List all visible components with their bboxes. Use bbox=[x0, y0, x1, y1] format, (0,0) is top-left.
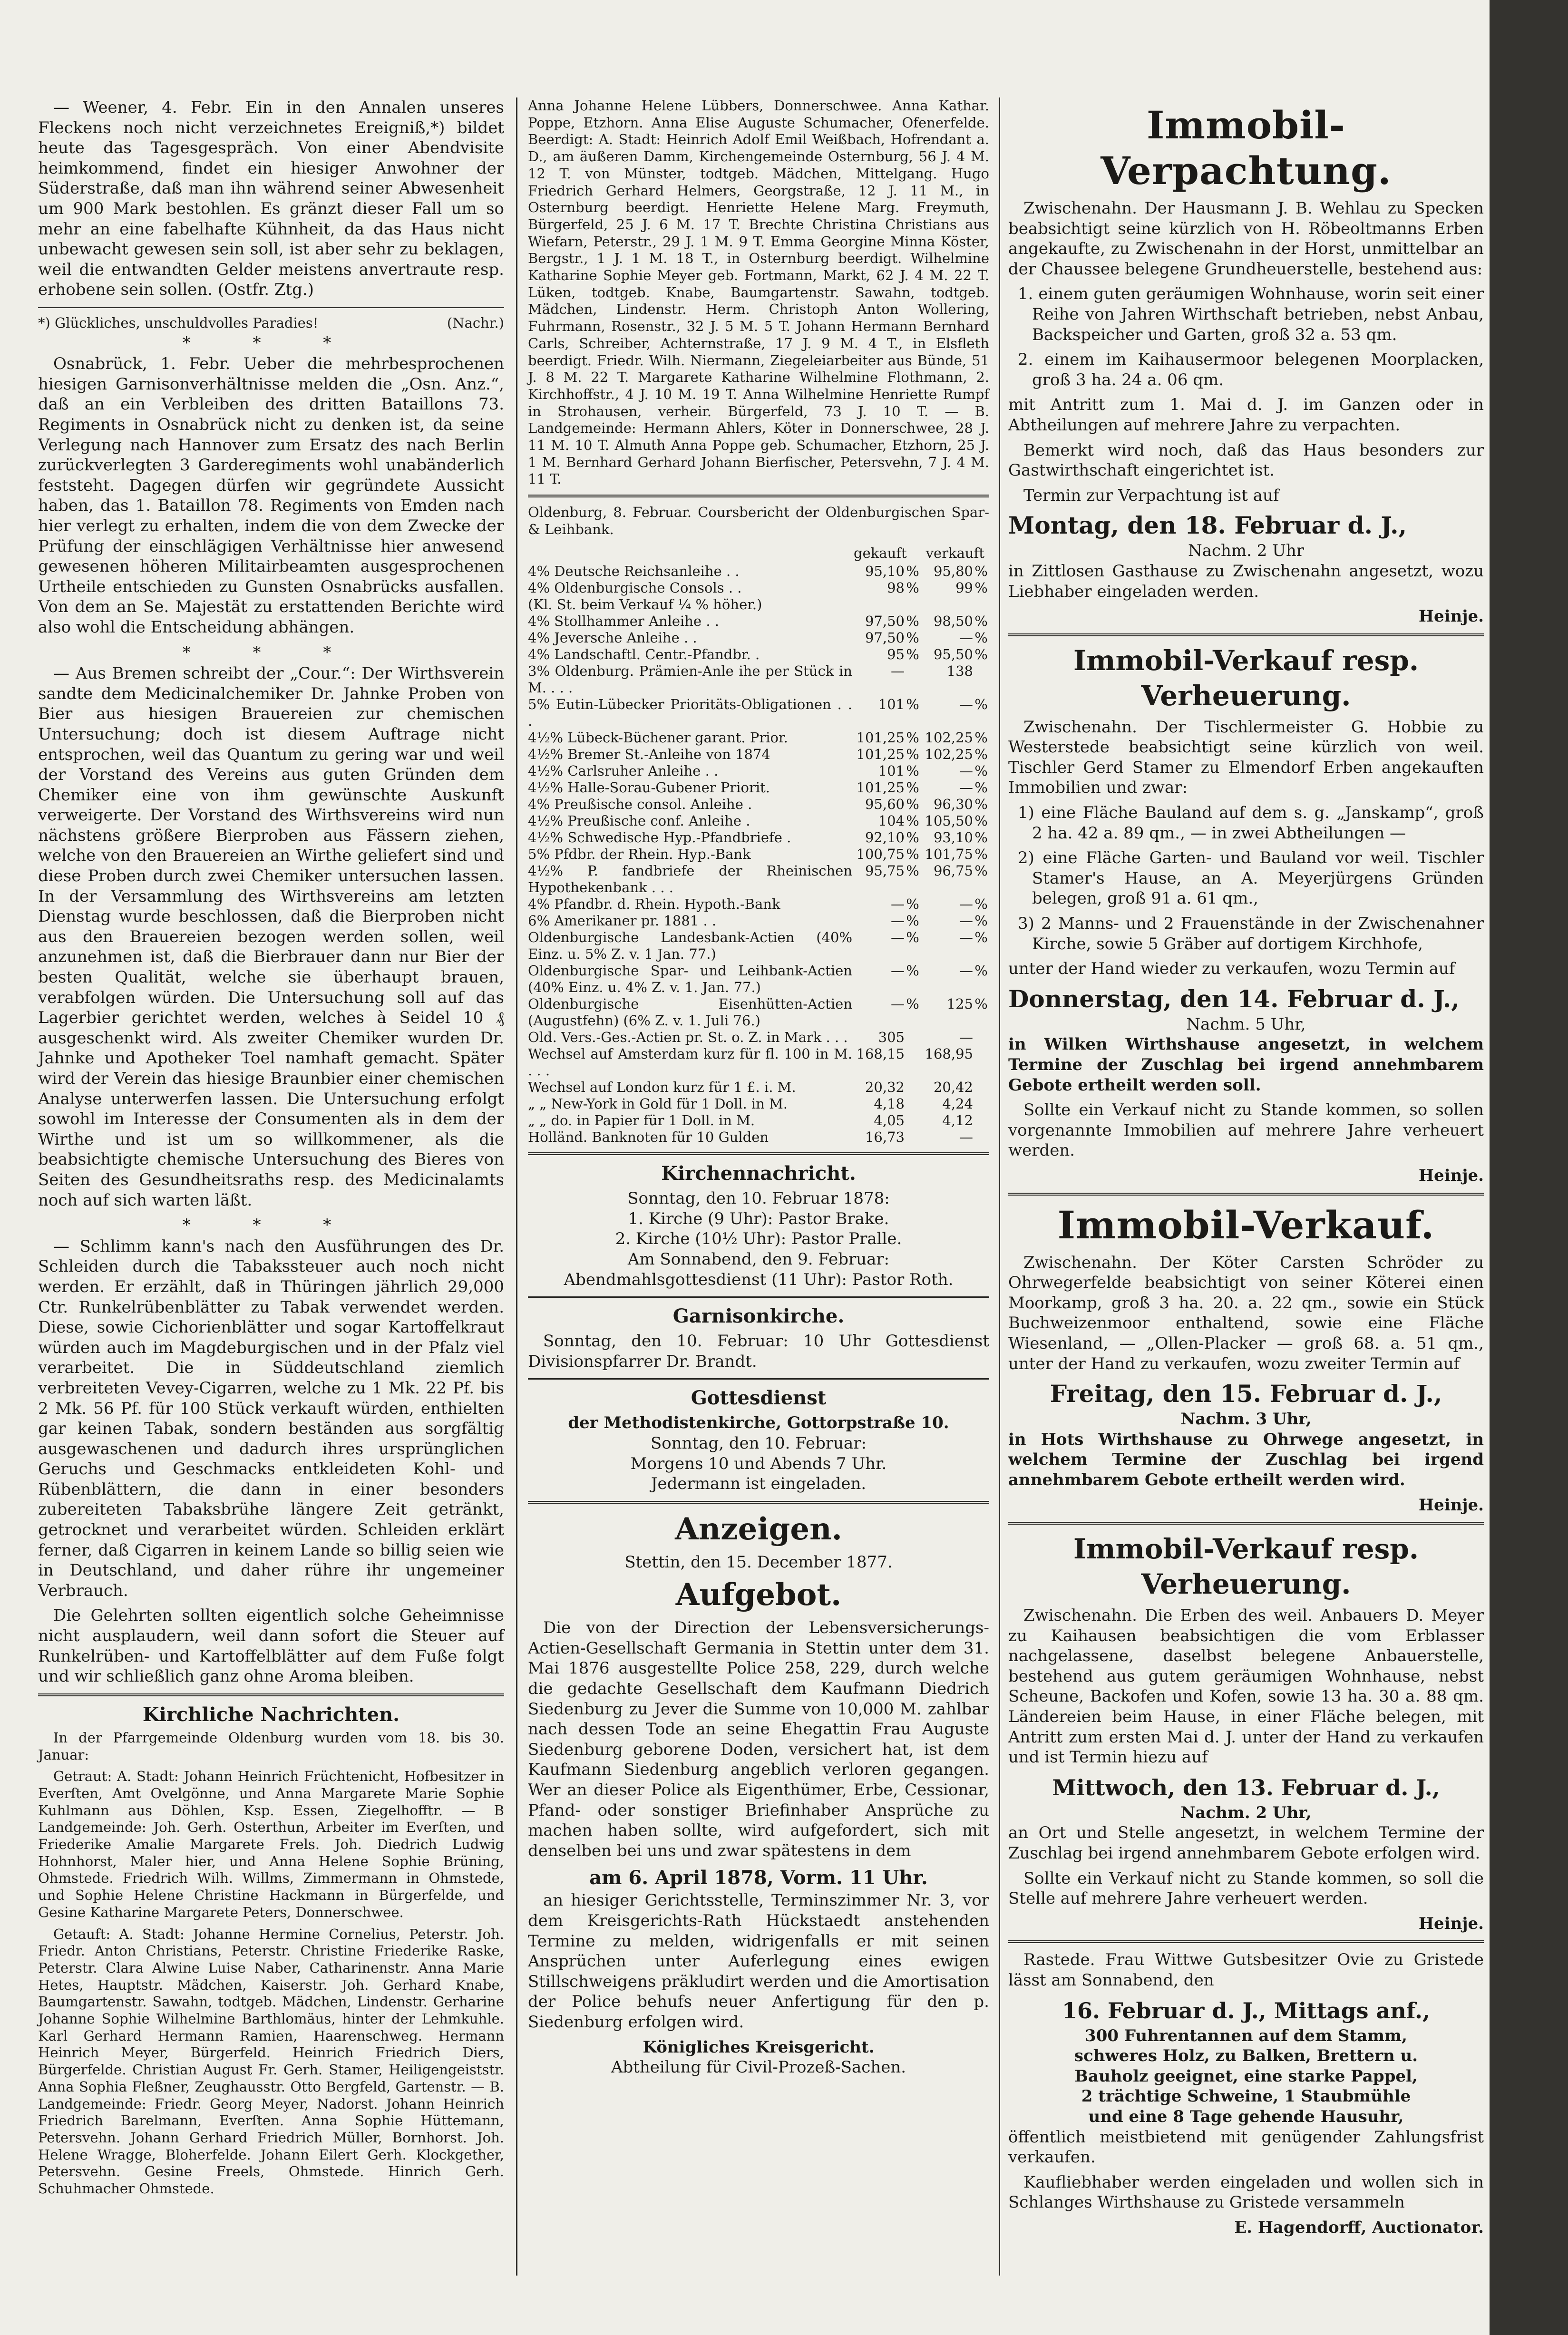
aufgebot-text-2: an hiesiger Gerichtsstelle, Terminszimmer Nr. 3, vor dem Kreisgerichts-Rath Hückstaedt anstehenden Termine zu melden, widrigenfalls er mit seinen Ansprüchen unter Auferlegung eines ewigen Stillschweigens präkludirt werden und die Amortisation der Police behufs neuer Anfertigung für den p. Siedenburg erfolgen wird. bbox=[528, 1891, 989, 2032]
kurs-row bbox=[528, 779, 989, 796]
section-stars: * * * bbox=[182, 642, 360, 662]
kurs-name: 4½% Schwedische Hyp.-Pfandbriefe . bbox=[528, 829, 791, 846]
kurs-row bbox=[528, 746, 989, 763]
divider bbox=[528, 1296, 989, 1298]
kurs-row bbox=[528, 646, 989, 663]
kurs-row bbox=[528, 929, 989, 963]
section-stars: * * * bbox=[182, 1216, 360, 1235]
kurs-row bbox=[528, 896, 989, 913]
ad2-text: Zwischenahn. Der Tischlermeister G. Hobbie zu Westerstede beabsichtigt seine kürzlich von weil. Tischler Gerd Stamer zu Elmendorf Erben angekauften Immobilien und zwar: bbox=[1008, 717, 1484, 798]
kurs-unit: % bbox=[906, 996, 919, 1012]
kurs-unit: % bbox=[906, 829, 919, 846]
divider bbox=[528, 495, 989, 497]
kurs-gekauft: 101,25 bbox=[856, 746, 905, 763]
kurs-row bbox=[528, 1046, 989, 1079]
kurs-verkauft: — bbox=[959, 896, 973, 913]
article-tabak: — Schlimm kann's nach den Ausführungen des Dr. Schleiden durch die Tabakssteuer auch noch nicht werden. Er erzählt, daß in Thüringen jährlich 29,000 Ctr. Runkelrübenblätter zu Tabak verwendet werden. Diese, sowie Cichorienblätter und sogar Kartoffelkraut würden auch im Magdeburgischen und in der Pfalz viel verarbeitet. Die in Süddeutschland ziemlich verbreiteten Vevey-Cigarren, welche zu 1 Mk. 22 Pf. bis 2 Mk. 56 Pf. für 100 Stück verkauft würden, enthielten gar keinen Tabak, sondern beständen aus sorgfältig ausgewaschenen und dadurch ihres ursprünglichen Geruchs und Geschmacks entkleideten Kohl- und Rübenblättern, die dann in einer besonders zubereiteten Tabaksbrühe längere Zeit getränkt, getrocknet und verarbeitet würden. Schleiden erklärt ferner, daß Cigarren in keinem Lande so billig seien wie in Deutschland, und daher rühre ihr ungemeiner Verbrauch. bbox=[38, 1236, 504, 1600]
ad1-text-2: mit Antritt zum 1. Mai d. J. im Ganzen oder in Abtheilungen auf mehrere Jahre zu verpachten. bbox=[1008, 395, 1484, 435]
kurs-gekauft: 104 bbox=[878, 813, 905, 829]
ad1-item-2: 2. einem im Kaihausermoor belegenen Moorplacken, groß 3 ha. 24 a. 06 qm. bbox=[1018, 350, 1484, 389]
kurs-row bbox=[528, 963, 989, 996]
kurs-unit: % bbox=[906, 696, 919, 713]
kurs-row bbox=[528, 863, 989, 896]
kurs-row bbox=[528, 846, 989, 863]
kurs-name: 5% Pfdbr. der Rhein. Hyp.-Bank bbox=[528, 846, 751, 863]
kurs-gekauft: 95,10 bbox=[865, 563, 905, 580]
ad2-text-2: unter der Hand wieder zu verkaufen, wozu Termin auf bbox=[1008, 959, 1455, 979]
kurs-name: Wechsel auf Amsterdam kurz für fl. 100 in M. . . . bbox=[528, 1046, 852, 1079]
gottesdienst-line-3: Jedermann ist eingeladen. bbox=[651, 1474, 867, 1494]
kurs-verkauft: 98,50 bbox=[933, 613, 973, 630]
kurs-row bbox=[528, 663, 989, 696]
ad1-date: Montag, den 18. Februar d. J., bbox=[1008, 511, 1407, 540]
kurs-gekauft: 98 bbox=[887, 580, 905, 596]
kurs-gekauft: 16,73 bbox=[865, 1129, 905, 1146]
kurs-verkauft: 101,75 bbox=[925, 846, 973, 863]
ad2-item-2: 2) eine Fläche Garten- und Bauland vor weil. Tischler Stamer's Hause, an A. Meyerjürgens Gründen belegen, groß 91 a. 61 qm., bbox=[1018, 848, 1484, 908]
divider bbox=[1008, 633, 1484, 636]
aufgebot-text: Die von der Direction der Lebensversicherungs-Actien-Gesellschaft Germania in Stettin unter dem 31. Mai 1876 ausgestellte Police 258, 229, durch welche die gedachte Gesellschaft dem Kaufmann Diedrich Siedenburg zu Jever die Summe von 10,000 M. zahlbar nach dessen Tode an seine Ehegattin Frau Auguste Siedenburg geborene Doden, versichert hat, ist dem Kaufmann Siedenburg angeblich verloren gegangen. Wer an dieser Police als Eigenthümer, Erbe, Cessionar, Pfand- oder sonstiger Briefinhaber Ansprüche zu machen haben sollte, wird aufgefordert, sich mit denselben bei uns und zwar spätestens in dem bbox=[528, 1618, 989, 1860]
kurs-verkauft: 93,10 bbox=[933, 829, 973, 846]
kurs-name: 4% Landschaftl. Centr.-Pfandbr. . bbox=[528, 646, 760, 663]
stettin-dateline: Stettin, den 15. December 1877. bbox=[624, 1552, 893, 1572]
kurs-name: „ „ New-York in Gold für 1 Doll. in M. bbox=[528, 1096, 788, 1112]
kurs-unit: % bbox=[906, 813, 919, 829]
kurs-verkauft: 4,24 bbox=[942, 1096, 973, 1112]
kurs-unit: % bbox=[906, 563, 919, 580]
kurs-gekauft: 101 bbox=[878, 696, 905, 713]
kurs-verkauft: 20,42 bbox=[933, 1079, 973, 1096]
kurs-verkauft: 99 bbox=[955, 580, 973, 596]
kurs-unit: % bbox=[974, 630, 988, 646]
kurs-name: 4½% Carlsruher Anleihe . . bbox=[528, 763, 719, 779]
kurs-name: 3% Oldenburg. Prämien-Anle ihe per Stück in M. . . . bbox=[528, 663, 852, 696]
kurs-verkauft: — bbox=[959, 1029, 973, 1046]
kurs-name: 4% Deutsche Reichsanleihe . . bbox=[528, 563, 740, 580]
kurs-unit: % bbox=[974, 746, 988, 763]
kurs-unit: % bbox=[906, 613, 919, 630]
kurs-verkauft: 125 bbox=[946, 996, 973, 1012]
kurs-row bbox=[528, 1112, 989, 1129]
kirchliche-title: Kirchliche Nachrichten. bbox=[142, 1703, 400, 1726]
kurs-verkauft bbox=[921, 596, 973, 613]
ad4-time: Nachm. 2 Uhr, bbox=[1180, 1803, 1312, 1822]
kurs-name: Old. Vers.-Ges.-Actien pr. St. o. Z. in Mark . . . bbox=[528, 1029, 848, 1046]
gottesdienst-line-2: Morgens 10 und Abends 7 Uhr. bbox=[630, 1454, 887, 1473]
footnote-text: *) Glückliches, unschuldvolles Paradies! bbox=[38, 314, 319, 331]
column-2 bbox=[528, 97, 989, 2078]
kirchen-line-2: 1. Kirche (9 Uhr): Pastor Brake. bbox=[628, 1209, 889, 1228]
kurs-verkauft: — bbox=[959, 913, 973, 929]
kurs-name: „ „ do. in Papier für 1 Doll. in M. bbox=[528, 1112, 755, 1129]
kurs-gekauft: 95,60 bbox=[865, 796, 905, 813]
ad2-title: Immobil-Verkauf resp. Verheuerung. bbox=[1073, 644, 1419, 712]
kurs-verkauft: — bbox=[959, 779, 973, 796]
ad4-signature: Heinje. bbox=[1418, 1914, 1484, 1933]
kurs-row bbox=[528, 829, 989, 846]
ad3-signature: Heinje. bbox=[1418, 1495, 1484, 1515]
kirchen-line-3: 2. Kirche (10½ Uhr): Pastor Pralle. bbox=[615, 1229, 902, 1249]
kurs-row bbox=[528, 630, 989, 646]
kurs-name: 4% Preußische consol. Anleihe . bbox=[528, 796, 752, 813]
kurs-gekauft: 168,15 bbox=[856, 1046, 905, 1062]
aufgebot-signature-2: Abtheilung für Civil-Prozeß-Sachen. bbox=[611, 2058, 906, 2077]
ad1-time: Nachm. 2 Uhr bbox=[1188, 541, 1305, 561]
ad5-text-3: Kaufliebhaber werden eingeladen und wollen sich in Schlanges Wirthshause zu Gristede versammeln bbox=[1008, 2172, 1484, 2212]
kurs-unit: % bbox=[974, 896, 988, 913]
ad2-item-1: 1) eine Fläche Bauland auf dem s. g. „Janskamp“, groß 2 ha. 42 a. 89 qm., — in zwei Abtheilungen — bbox=[1018, 803, 1484, 843]
kurs-gekauft: 100,75 bbox=[856, 846, 905, 863]
kurs-gekauft: 101,25 bbox=[856, 779, 905, 796]
kurs-gekauft: — bbox=[891, 896, 905, 913]
ad2-list bbox=[1008, 803, 1484, 954]
ad2-item-3: 3) 2 Manns- und 2 Frauenstände in der Zwischenahner Kirche, sowie 5 Gräber auf dortigem Kirchhofe, bbox=[1018, 914, 1484, 953]
kurs-name: 4½% Lübeck-Büchener garant. Prior. bbox=[528, 730, 788, 746]
kurs-gekauft: — bbox=[891, 996, 905, 1012]
kurs-unit bbox=[905, 1029, 921, 1046]
kurs-unit: % bbox=[906, 929, 919, 946]
ad3-date: Freitag, den 15. Februar d. J., bbox=[1050, 1380, 1442, 1408]
kurs-name: Oldenburgische Spar- und Leihbank-Actien (40% Einz. u. 4% Z. v. 1. Jan. 77.) bbox=[528, 963, 852, 996]
aufgebot-signature-1: Königliches Kreisgericht. bbox=[643, 2037, 875, 2057]
kurs-name: 4½% P. fandbriefe der Rheinischen Hypothekenbank . . . bbox=[528, 863, 852, 896]
kurs-gekauft: 4,18 bbox=[874, 1096, 905, 1112]
kurs-gekauft bbox=[852, 596, 905, 613]
kurs-row bbox=[528, 596, 989, 613]
kurs-verkauft: — bbox=[959, 696, 973, 713]
kurs-gekauft: 20,32 bbox=[865, 1079, 905, 1096]
ad4-text-2: an Ort und Stelle angesetzt, in welchem Termine der Zuschlag bei irgend annehmbarem Gebote erfolgen wird. bbox=[1008, 1823, 1484, 1863]
column-1 bbox=[38, 97, 504, 2202]
footnote bbox=[38, 315, 504, 332]
ad4-date: Mittwoch, den 13. Februar d. J., bbox=[1052, 1774, 1440, 1800]
kurs-gekauft: 92,10 bbox=[865, 829, 905, 846]
kurs-name: Holländ. Banknoten für 10 Gulden bbox=[528, 1129, 769, 1146]
kurs-unit bbox=[973, 1046, 989, 1079]
kurs-verkauft: — bbox=[959, 963, 973, 979]
ad4-text: Zwischenahn. Die Erben des weil. Anbauers D. Meyer zu Kaihausen beabsichtigen die vom Erblasser nachgelassene, daselbst belegene Anbauerstelle, bestehend aus gutem geräumigen Wohnhause, nebst Scheune, Backofen und Kofen, sowie 13 ha. 30 a. 88 qm. Ländereien beim Hause, in einer Fläche belegen, mit Antritt zum ersten Mai d. J. unter der Hand zu verkaufen und ist Termin hiezu auf bbox=[1008, 1606, 1484, 1767]
kurs-unit: % bbox=[974, 763, 988, 779]
kurs-unit: % bbox=[906, 646, 919, 663]
ad3-title: Immobil-Verkauf. bbox=[1057, 1202, 1435, 1247]
kurs-name: 5% Eutin-Lübecker Prioritäts-Obligationen . . . bbox=[528, 696, 852, 730]
divider bbox=[1008, 1522, 1484, 1525]
article-bremen: — Aus Bremen schreibt der „Cour.“: Der Wirthsverein sandte dem Medicinalchemiker Dr. Jahnke Proben von Bier aus hiesigen Brauereien zur chemischen Untersuchung; doch ist diesem Auftrage nicht entsprochen, weil das Quantum zu gering war und weil der Vorstand des Vereins aus guten Gründen dem Chemiker eine von ihm gewünschte Auskunft verweigerte. Der Vorstand des Wirthsvereins wird nun nächstens größere Bierproben aus Fässern ziehen, welche von den Brauereien an Wirthe geliefert sind und diese Proben durch zwei Chemiker untersuchen lassen. In der Versammlung des Wirthsvereins am letzten Dienstag wurde beschlossen, daß die Bierproben nicht aus den Brauereien bezogen werden sollen, weil anzunehmen ist, daß die Bierbrauer dann nur Bier der besten Qualität, welche sie überhaupt brauen, verabfolgen würden. Die Untersuchung soll auf das Lagerbier gerichtet werden, welches à Seidel 10 ₰ ausgeschenkt wird. Als zweiter Chemiker wurden Dr. Jahnke und Apotheker Toel namhaft gemacht. Später wird der Verein das hiesige Braunbier einer chemischen Analyse unterwerfen lassen. Die Untersuchung erfolgt sowohl im Interesse der Consumenten als in dem der Wirthe und ist um so willkommener, als die beabsichtigte chemische Untersuchung des Bieres von Seiten des Gesundheitsraths resp. des Medicinalamts noch auf sich warten läßt. bbox=[38, 664, 504, 1210]
kurs-unit: % bbox=[974, 846, 988, 863]
ad1-title: Immobil-Verpachtung. bbox=[1101, 103, 1392, 193]
kurs-verkauft: 102,25 bbox=[925, 730, 973, 746]
page-edge bbox=[1490, 0, 1568, 2335]
kurs-unit bbox=[905, 1129, 921, 1146]
kurs-unit bbox=[973, 1079, 989, 1096]
kurs-verkauft: 96,30 bbox=[933, 796, 973, 813]
kurs-unit: % bbox=[974, 730, 988, 746]
kurs-unit bbox=[905, 663, 921, 696]
gottesdienst-title: Gottesdienst bbox=[691, 1387, 827, 1410]
footnote-source: (Nachr.) bbox=[447, 314, 504, 331]
kurs-unit bbox=[973, 1129, 989, 1146]
kurs-name: (Kl. St. beim Verkauf ¼ % höher.) bbox=[528, 596, 762, 613]
kurs-unit: % bbox=[974, 696, 988, 713]
ad5-line-5: und eine 8 Tage gehende Hausuhr, bbox=[1088, 2107, 1404, 2126]
divider bbox=[38, 1693, 504, 1696]
kurs-unit bbox=[973, 596, 989, 613]
kurs-gekauft: — bbox=[891, 929, 905, 946]
divider bbox=[38, 307, 504, 308]
kurs-gekauft: 101 bbox=[878, 763, 905, 779]
kurs-unit: % bbox=[906, 846, 919, 863]
kurs-name: 4% Stollhammer Anleihe . . bbox=[528, 613, 720, 630]
kurs-unit bbox=[905, 1112, 921, 1129]
kurs-name: Wechsel auf London kurz für 1 £. i. M. bbox=[528, 1079, 796, 1096]
kirchen-line-4: Am Sonnabend, den 9. Februar: bbox=[627, 1249, 890, 1269]
divider bbox=[1008, 1940, 1484, 1943]
kurs-unit: % bbox=[906, 746, 919, 763]
kurs-unit: % bbox=[974, 963, 988, 979]
ad3-text-2: in Hots Wirthshause zu Ohrwege angesetzt, in welchem Termine der Zuschlag bei irgend annehmbarem Gebote ertheilt werden wird. bbox=[1008, 1430, 1484, 1489]
kurs-gekauft: 95,75 bbox=[865, 863, 905, 879]
kurs-row bbox=[528, 563, 989, 580]
kirchennachricht-title: Kirchennachricht. bbox=[661, 1162, 856, 1185]
column-rule-1 bbox=[516, 97, 517, 2276]
kurs-verkauft: — bbox=[959, 763, 973, 779]
kurs-verkauft: 102,25 bbox=[925, 746, 973, 763]
kurs-name: 4½% Bremer St.-Anleihe von 1874 bbox=[528, 746, 770, 763]
kurs-unit: % bbox=[906, 630, 919, 646]
kursbericht-header bbox=[528, 543, 984, 564]
ad4-title: Immobil-Verkauf resp. Verheuerung. bbox=[1073, 1533, 1419, 1601]
aufgebot-title: Aufgebot. bbox=[675, 1577, 842, 1613]
kurs-unit: % bbox=[974, 813, 988, 829]
ad5-line-4: 2 trächtige Schweine, 1 Staubmühle bbox=[1081, 2087, 1411, 2106]
ad5-signature: E. Hagendorff, Auctionator. bbox=[1234, 2218, 1484, 2237]
ad1-text-5: in Zittlosen Gasthause zu Zwischenahn angesetzt, wozu Liebhaber eingeladen werden. bbox=[1008, 561, 1484, 601]
kurs-gekauft: — bbox=[891, 913, 905, 929]
ad5-line-3: Bauholz geeignet, eine starke Pappel, bbox=[1074, 2066, 1418, 2086]
anzeigen-title: Anzeigen. bbox=[675, 1511, 842, 1547]
kurs-verkauft: — bbox=[959, 929, 973, 946]
kursbericht-title: Oldenburg, 8. Februar. Coursbericht der Oldenburgischen Spar- & Leihbank. bbox=[528, 504, 989, 537]
kurs-unit bbox=[905, 1079, 921, 1096]
kurs-unit: % bbox=[974, 796, 988, 813]
column-rule-2 bbox=[999, 97, 1000, 2276]
article-osnabrueck: Osnabrück, 1. Febr. Ueber die mehrbesprochenen hiesigen Garnisonverhältnisse melden die „Osn. Anz.“, daß an ein Verbleiben des dritten Bataillons 73. Regiments in Osnabrück nicht zu denken ist, da seine Verlegung nach Hannover zum Ersatz des nach Berlin zurückverlegten 3 Garderegiments wohl unabänderlich feststeht. Dagegen dürfen wir gegründete Aussicht haben, das 1. Bataillon 78. Regiments von Emden nach hier verlegt zu erhalten, indem die von dem Zwecke der Prüfung der einschlägigen Verhältnisse hier anwesend gewesenen höheren Militairbeamten ausgesprochenen Urtheile entschieden zu Gunsten Osnabrücks ausfallen. Von dem an Se. Majestät zu erstattenden Berichte wird also wohl die Entscheidung abhängen. bbox=[38, 354, 504, 637]
kurs-unit: % bbox=[906, 580, 919, 596]
kurs-unit: % bbox=[906, 896, 919, 913]
kurs-name: 4% Pfandbr. d. Rhein. Hypoth.-Bank bbox=[528, 896, 780, 913]
kurs-row bbox=[528, 913, 989, 929]
ad3-time: Nachm. 3 Uhr, bbox=[1180, 1410, 1312, 1429]
header-verkauft: verkauft bbox=[925, 545, 984, 561]
ad1-text-3: Bemerkt wird noch, daß das Haus besonders zur Gastwirthschaft eingerichtet ist. bbox=[1008, 440, 1484, 480]
kirchen-line-5: Abendmahlsgottesdienst (11 Uhr): Pastor Roth. bbox=[564, 1270, 954, 1289]
ad2-date: Donnerstag, den 14. Februar d. J., bbox=[1008, 984, 1460, 1013]
beerdigt-block bbox=[528, 97, 989, 488]
kurs-gekauft: — bbox=[891, 663, 905, 680]
divider bbox=[528, 1378, 989, 1380]
kurs-unit bbox=[905, 1046, 921, 1079]
kurs-unit: % bbox=[906, 763, 919, 779]
kurs-unit bbox=[973, 663, 989, 696]
kurs-unit: % bbox=[906, 779, 919, 796]
ad1-signature: Heinje. bbox=[1418, 607, 1484, 626]
kurs-gekauft: 95 bbox=[887, 646, 905, 663]
header-gekauft: gekauft bbox=[854, 545, 907, 561]
kurs-unit: % bbox=[906, 863, 919, 879]
kurs-unit: % bbox=[906, 913, 919, 929]
kurs-gekauft: — bbox=[891, 963, 905, 979]
kirchliche-intro: In der Pfarrgemeinde Oldenburg wurden vom 18. bis 30. Januar: bbox=[38, 1729, 504, 1763]
kurs-row bbox=[528, 813, 989, 829]
kurs-name: Oldenburgische Eisenhütten-Actien (Augustfehn) (6% Z. v. 1. Juli 76.) bbox=[528, 996, 852, 1029]
ad1-list bbox=[1008, 284, 1484, 390]
kurs-verkauft: 96,75 bbox=[933, 863, 973, 879]
kurs-row bbox=[528, 730, 989, 746]
kurs-unit bbox=[973, 1112, 989, 1129]
kurs-gekauft: 4,05 bbox=[874, 1112, 905, 1129]
ad5-text: Rastede. Frau Wittwe Gutsbesitzer Ovie zu Gristede lässt am Sonnabend, den bbox=[1008, 1950, 1484, 1990]
kurs-name: 6% Amerikaner pr. 1881 . . bbox=[528, 913, 717, 929]
kirchen-line-1: Sonntag, den 10. Februar 1878: bbox=[627, 1189, 890, 1208]
kurs-name: Oldenburgische Landesbank-Actien (40% Einz. u. 5% Z. v. 1 Jan. 77.) bbox=[528, 929, 852, 963]
kurs-gekauft: 97,50 bbox=[865, 630, 905, 646]
kurs-verkauft: — bbox=[959, 630, 973, 646]
kurs-unit: % bbox=[974, 646, 988, 663]
kurs-verkauft: 168,95 bbox=[925, 1046, 973, 1062]
kurs-row bbox=[528, 613, 989, 630]
kurs-unit bbox=[973, 1029, 989, 1046]
kurs-row bbox=[528, 1079, 989, 1096]
gottesdienst-line-1: Sonntag, den 10. Februar: bbox=[650, 1433, 867, 1453]
kurs-verkauft: — bbox=[959, 1129, 973, 1146]
kurs-unit: % bbox=[974, 863, 988, 879]
kurs-name: 4½% Preußische conf. Anleihe . bbox=[528, 813, 750, 829]
kurs-verkauft: 105,50 bbox=[925, 813, 973, 829]
kurs-verkauft: 95,80 bbox=[933, 563, 973, 580]
ad1-text: Zwischenahn. Der Hausmann J. B. Wehlau zu Specken beabsichtigt seine kürzlich von H. Röbeoltmanns Erben angekaufte, zu Zwischenahn in der Horst, unmittelbar an der Chaussee belegene Grundheuerstelle, bestehend aus: bbox=[1008, 199, 1484, 279]
kurs-gekauft: 97,50 bbox=[865, 613, 905, 630]
kurs-verkauft: 95,50 bbox=[933, 646, 973, 663]
kurs-unit: % bbox=[974, 913, 988, 929]
kurs-row bbox=[528, 763, 989, 779]
ad2-signature: Heinje. bbox=[1418, 1166, 1484, 1185]
ad2-text-4: Sollte ein Verkauf nicht zu Stande kommen, so sollen vorgenannte Immobilien auf mehrere Jahre verheuert werden. bbox=[1008, 1100, 1484, 1160]
getraut-list: Getraut: A. Stadt: Johann Heinrich Früchtenicht, Hofbesitzer in Everſten, Amt Ovelgönne, und Anna Margarete Marie Sophie Kuhlmann aus Döhlen, Ksp. Essen, Ziegelhofftr. — B Landgemeinde: Joh. Gerh. Osterthun, Arbeiter im Everſten, und Friederike Amalie Margarete Frels. Joh. Diedrich Ludwig Hohnhorst, Maler hier, und Anna Helene Sophie Brüning, Ohmstede. Friedrich Wilh. Willms, Zimmermann in Ohmstede, und Sophie Helene Christine Hackmann in Bürgerfelde, und Gesine Katharine Margarete Peters, Donnerschwee. bbox=[38, 1768, 504, 1920]
ad2-time: Nachm. 5 Uhr, bbox=[1186, 1014, 1306, 1034]
kurs-verkauft: 4,12 bbox=[942, 1112, 973, 1129]
ad1-item-1: 1. einem guten geräumigen Wohnhause, worin seit einer Reihe von Jahren Wirthschaft betrieben, nebst Anbau, Backspeicher und Garten, groß 32 a. 53 qm. bbox=[1018, 284, 1484, 344]
kurs-gekauft: 305 bbox=[878, 1029, 905, 1046]
ad1-text-4: Termin zur Verpachtung ist auf bbox=[1023, 486, 1279, 505]
article-weener: — Weener, 4. Febr. Ein in den Annalen unseres Fleckens noch nicht verzeichnetes Ereigniß,*) bildet heute das Tagesgespräch. Von einer Abendvisite heimkommend, findet ein hiesiger Anwohner der Süderstraße, daß man ihn während seiner Abwesenheit um 900 Mark bestohlen. Es gränzt dieser Fall um so mehr an eine fabelhafte Kühnheit, da das Haus nicht unbewacht gewesen sein soll, ist aber sehr zu beklagen, weil die entwandten Gelder meistens anvertraute resp. erhobene sein sollen. (Ostfr. Ztg.) bbox=[38, 98, 504, 300]
column-3 bbox=[1008, 97, 1484, 2238]
kurs-name: 4½% Halle-Sorau-Gubener Priorit. bbox=[528, 779, 770, 796]
kurs-name: 4% Jeversche Anleihe . . bbox=[528, 630, 697, 646]
kurs-unit: % bbox=[974, 613, 988, 630]
ad5-text-2: öffentlich meistbietend mit genügender Zahlungsfrist verkaufen. bbox=[1008, 2127, 1484, 2167]
kurs-unit: % bbox=[906, 796, 919, 813]
beerdigt-list: Anna Johanne Helene Lübbers, Donnerschwee. Anna Kathar. Poppe, Etzhorn. Anna Elise Auguste Schumacher, Ofenerfelde. Beerdigt: A. Stadt: Heinrich Adolf Emil Weißbach, Hofrendant a. D., am äußeren Damm, Kirchengemeinde Osternburg, 56 J. 4 M. 12 T. von Münster, todtgeb. Mädchen, Mittelgang. Hugo Friedrich Gerhard Helmers, Georgstraße, 12 J. 11 M., in Osternburg beerdigt. Henriette Helene Marg. Freymuth, Bürgerfeld, 25 J. 6 M. 17 T. Brechte Christina Christians aus Wiefarn, Peterstr., 29 J. 1 M. 9 T. Emma Georgine Minna Köster, Bergstr., 1 J. 1 M. 18 T., in Osternburg beerdigt. Wilhelmine Katharine Sophie Meyer geb. Fortmann, Markt, 62 J. 4 M. 22 T. Lüken, todtgeb. Knabe, Baumgartenstr. Sawahn, todtgeb. Mädchen, Lindenstr. Herm. Christoph Anton Wollering, Fuhrmann, Rosenstr., 32 J. 5 M. 5 T. Johann Hermann Bernhard Carls, Schreiber, Achternstraße, 17 J. 9 M. 4 T., in Elsfleth beerdigt. Friedr. Wilh. Niermann, Ziegeleiarbeiter aus Bünde, 51 J. 8 M. 22 T. Margarete Katharine Wilhelmine Flothmann, 2. Kirchhoffstr., 4 J. 10 M. 19 T. Anna Wilhelmine Henriette Rumpf in Strohausen, verheir. Bürgerfeld, 73 J. 10 T. — B. Landgemeinde: Hermann Ahlers, Köter in Donnerschwee, 28 J. 11 M. 10 T. Almuth Anna Poppe geb. Schumacher, Etzhorn, 25 J. 1 M. Bernhard Gerhard Johann Bierfischer, Petersvehn, 7 J. 4 M. 11 T. bbox=[528, 97, 989, 487]
ad5-line-1: 300 Fuhrentannen auf dem Stamm, bbox=[1085, 2026, 1407, 2045]
divider bbox=[528, 1152, 989, 1155]
kurs-unit bbox=[973, 1096, 989, 1112]
ad5-line-2: schweres Holz, zu Balken, Brettern u. bbox=[1074, 2046, 1418, 2066]
kurs-gekauft: 101,25 bbox=[856, 730, 905, 746]
kurs-unit: % bbox=[906, 963, 919, 979]
kurs-unit: % bbox=[974, 580, 988, 596]
divider bbox=[1008, 1193, 1484, 1196]
kurs-unit bbox=[905, 1096, 921, 1112]
kurs-row bbox=[528, 1096, 989, 1112]
kurs-unit bbox=[905, 596, 921, 613]
garnisonkirche-text: Sonntag, den 10. Februar: 10 Uhr Gottesdienst Divisionspfarrer Dr. Brandt. bbox=[528, 1332, 989, 1371]
getauft-list: Getauft: A. Stadt: Johanne Hermine Cornelius, Peterstr. Joh. Friedr. Anton Christians, Peterstr. Christine Friederike Raske, Peterstr. Clara Alwine Luise Naber, Catharinenstr. Anna Marie Hetes, Hauptstr. Mädchen, Kaiserstr. Joh. Gerhard Knabe, Baumgartenstr. Sawahn, todtgeb. Mädchen, Lindenstr. Gerharine Johanne Sophie Wilhelmine Barthlomäus, hinter der Lehmkuhle. Karl Gerhard Hermann Ramien, Haarenschweg. Hermann Heinrich Meyer, Bürgerfeld. Heinrich Friedrich Diers, Bürgerfelde. Christian August Fr. Gerh. Stamer, Heiligengeiststr. Anna Sophia Fleßner, Zeughausstr. Otto Bergfeld, Gartenstr. — B. Landgemeinde: Friedr. Georg Meyer, Nadorst. Johann Heinrich Friedrich Barelmann, Everſten. Anna Sophie Hüttemann, Petersvehn. Johann Gerhard Friedrich Müller, Bornhorst. Joh. Helene Wragge, Bloherfelde. Johann Eilert Gerh. Klockgether, Petersvehn. Gesine Freels, Ohmstede. Hinrich Gerh. Schuhmacher Ohmstede. bbox=[38, 1926, 504, 2197]
section-stars: * * * bbox=[182, 333, 360, 352]
kirchliche-body bbox=[38, 1730, 504, 2198]
ad4-text-3: Sollte ein Verkauf nicht zu Stande kommen, so soll die Stelle auf mehrere Jahre verheuert werden. bbox=[1008, 1868, 1484, 1908]
gottesdienst-sub: der Methodistenkirche, Gottorpstraße 10. bbox=[568, 1413, 949, 1433]
ad5-date: 16. Februar d. J., Mittags anf., bbox=[1062, 1997, 1430, 2024]
kurs-unit: % bbox=[974, 929, 988, 946]
kurs-unit: % bbox=[974, 829, 988, 846]
divider bbox=[528, 1501, 989, 1504]
kurs-row bbox=[528, 696, 989, 730]
kurs-row bbox=[528, 1129, 989, 1146]
kurs-row bbox=[528, 996, 989, 1029]
kurs-unit: % bbox=[974, 996, 988, 1012]
kursbericht-table bbox=[528, 563, 989, 1146]
kurs-verkauft: 138 bbox=[946, 663, 973, 680]
kurs-unit: % bbox=[974, 779, 988, 796]
kurs-row bbox=[528, 1029, 989, 1046]
kurs-name: 4% Oldenburgische Consols . . bbox=[528, 580, 742, 596]
aufgebot-date: am 6. April 1878, Vorm. 11 Uhr. bbox=[589, 1867, 928, 1889]
ad3-text: Zwischenahn. Der Köter Carsten Schröder zu Ohrwegerfelde beabsichtigt von seiner Köterei einen Moorkamp, groß 3 ha. 20. a. 22 qm., sowie ein Stück Buchweizenmoor enthaltend, sowie eine Fläche Wiesenland, — „Ollen-Placker — groß 68. a. 51 qm., unter der Hand zu verkaufen, wozu zweiter Termin auf bbox=[1008, 1253, 1484, 1373]
kurs-row bbox=[528, 580, 989, 596]
garnisonkirche-title: Garnisonkirche. bbox=[672, 1305, 845, 1328]
kurs-unit: % bbox=[906, 730, 919, 746]
article-tabak-2: Die Gelehrten sollten eigentlich solche Geheimnisse nicht ausplaudern, weil dann sofort die Steuer auf Runkelrüben- und Kartoffelblätter auf dem Fuße folgt und wir schließlich ganz ohne Aroma bleiben. bbox=[38, 1606, 504, 1686]
ad2-text-3: in Wilken Wirthshause angesetzt, in welchem Termine der Zuschlag bei irgend annehmbarem Gebote ertheilt werden soll. bbox=[1008, 1035, 1484, 1095]
kurs-unit: % bbox=[974, 563, 988, 580]
kurs-row bbox=[528, 796, 989, 813]
